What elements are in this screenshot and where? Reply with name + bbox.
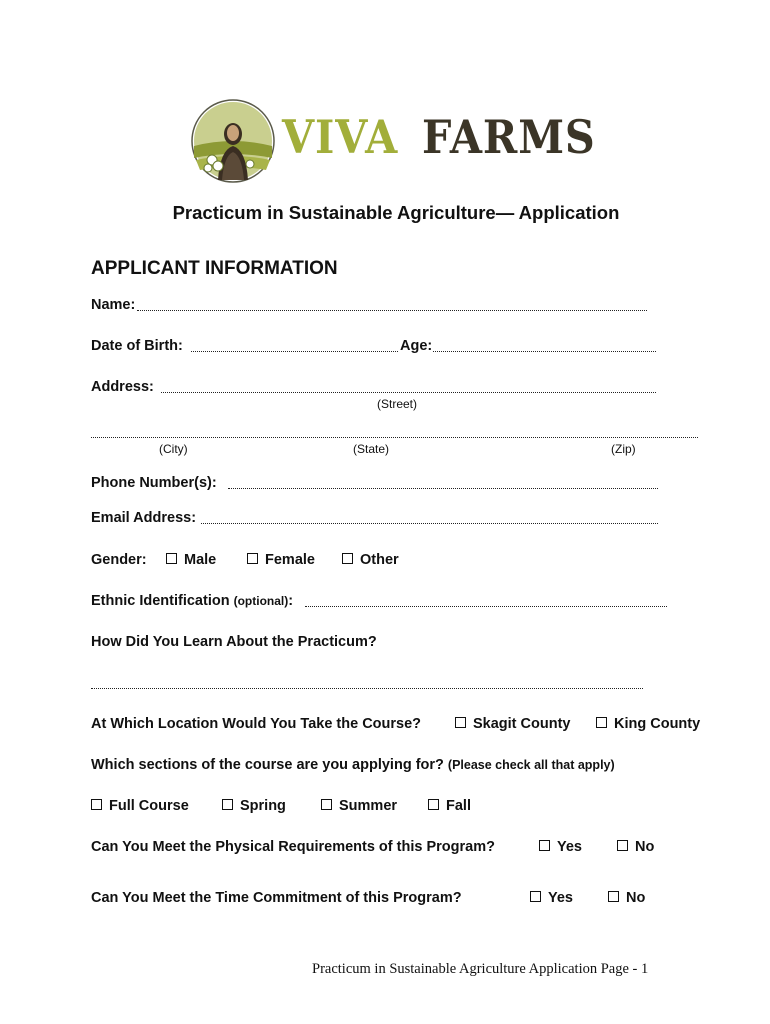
checkbox-icon xyxy=(617,840,628,851)
state-caption: (State) xyxy=(353,442,390,456)
option-label: Yes xyxy=(548,890,573,906)
name-label: Name: xyxy=(91,297,136,313)
checkbox-icon xyxy=(321,799,332,810)
section-full-course-checkbox[interactable] xyxy=(91,798,189,814)
section-fall-checkbox[interactable] xyxy=(428,798,471,814)
physical-yes-checkbox[interactable] xyxy=(539,839,582,855)
gender-male-checkbox[interactable] xyxy=(166,552,216,568)
checkbox-icon xyxy=(539,840,550,851)
checkbox-icon xyxy=(222,799,233,810)
phone-input[interactable] xyxy=(228,488,658,489)
checkbox-icon xyxy=(166,553,177,564)
physical-no-checkbox[interactable] xyxy=(617,839,654,855)
age-input[interactable] xyxy=(433,351,656,352)
ethnic-label xyxy=(91,593,293,609)
email-label: Email Address: xyxy=(91,510,197,526)
logo-word-viva: VIVA xyxy=(282,110,399,164)
learn-input[interactable] xyxy=(91,688,643,689)
checkbox-icon xyxy=(91,799,102,810)
option-label: Skagit County xyxy=(473,716,571,732)
time-yes-checkbox[interactable] xyxy=(530,890,573,906)
option-label: King County xyxy=(614,716,701,732)
city-state-zip-input[interactable] xyxy=(91,437,698,438)
checkbox-icon xyxy=(455,717,466,728)
option-label: Summer xyxy=(339,798,398,814)
ethnic-optional-note: (optional) xyxy=(233,594,289,608)
option-label: No xyxy=(626,890,646,906)
page-footer: Practicum in Sustainable Agriculture Application Page - 1 xyxy=(312,961,649,977)
location-king-checkbox[interactable] xyxy=(596,716,700,732)
option-label: Female xyxy=(265,552,315,568)
option-label: Other xyxy=(360,552,399,568)
address-label: Address: xyxy=(91,379,154,395)
zip-caption: (Zip) xyxy=(611,442,636,456)
gender-female-checkbox[interactable] xyxy=(247,552,315,568)
section-summer-checkbox[interactable] xyxy=(321,798,397,814)
section-spring-checkbox[interactable] xyxy=(222,798,286,814)
street-caption: (Street) xyxy=(377,397,418,411)
option-label: Yes xyxy=(557,839,582,855)
option-label: Spring xyxy=(240,798,286,814)
learn-question: How Did You Learn About the Practicum? xyxy=(91,634,377,650)
gender-label: Gender: xyxy=(91,552,147,568)
ethnic-input[interactable] xyxy=(305,606,667,607)
checkbox-icon xyxy=(428,799,439,810)
email-input[interactable] xyxy=(201,523,658,524)
time-no-checkbox[interactable] xyxy=(608,890,645,906)
option-label: Full Course xyxy=(109,798,189,814)
city-caption: (City) xyxy=(159,442,188,456)
dob-label: Date of Birth: xyxy=(91,338,183,354)
section-heading: APPLICANT INFORMATION xyxy=(91,258,338,279)
gender-other-checkbox[interactable] xyxy=(342,552,399,568)
logo-word-farms: FARMS xyxy=(422,110,596,164)
location-question: At Which Location Would You Take the Course? xyxy=(91,716,422,732)
street-input[interactable] xyxy=(161,392,656,393)
time-question: Can You Meet the Time Commitment of this Program? xyxy=(91,890,462,906)
viva-farms-logo xyxy=(190,98,600,184)
option-label: No xyxy=(635,839,655,855)
farmer-emblem-icon xyxy=(190,98,276,184)
sections-question xyxy=(91,757,615,773)
checkbox-icon xyxy=(342,553,353,564)
checkbox-icon xyxy=(530,891,541,902)
name-input[interactable] xyxy=(137,310,647,311)
page-title: Practicum in Sustainable Agriculture— Application xyxy=(172,202,620,223)
checkbox-icon xyxy=(596,717,607,728)
age-label: Age: xyxy=(400,338,433,354)
ethnic-label-text: Ethnic Identification xyxy=(91,593,230,609)
dob-input[interactable] xyxy=(191,351,398,352)
phone-label: Phone Number(s): xyxy=(91,475,217,491)
option-label: Male xyxy=(184,552,217,568)
checkbox-icon xyxy=(247,553,258,564)
sections-note: (Please check all that apply) xyxy=(447,758,615,772)
physical-question: Can You Meet the Physical Requirements of this Program? xyxy=(91,839,495,855)
option-label: Fall xyxy=(446,798,471,814)
sections-question-text: Which sections of the course are you applying for? xyxy=(91,757,444,773)
ethnic-colon: : xyxy=(288,593,294,609)
location-skagit-checkbox[interactable] xyxy=(455,716,570,732)
checkbox-icon xyxy=(608,891,619,902)
